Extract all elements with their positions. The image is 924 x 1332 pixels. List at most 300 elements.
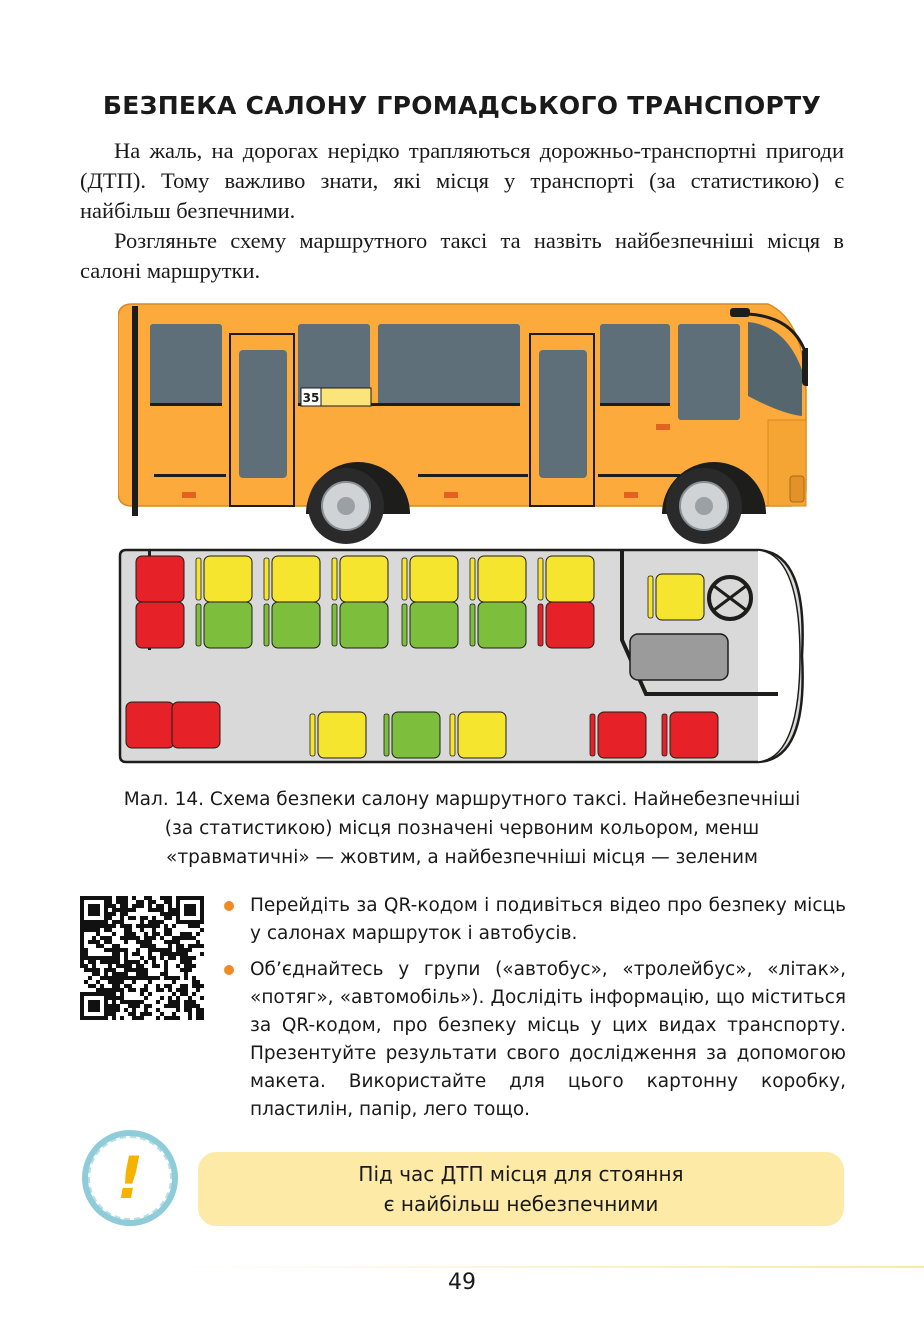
- qr-module: [128, 924, 132, 928]
- qr-module: [108, 968, 112, 972]
- qr-module: [100, 988, 104, 992]
- qr-module: [144, 960, 148, 964]
- qr-module: [180, 956, 184, 960]
- qr-module: [140, 920, 144, 924]
- qr-module: [196, 932, 200, 936]
- qr-module: [116, 960, 120, 964]
- caption-line: Мал. 14. Схема безпеки салону маршрутного таксі. Найнебезпечніші: [123, 789, 801, 810]
- intro-paragraph: На жаль, на дорогах нерідко трапляються дорожньо-транспортні пригоди (ДТП). Тому важливо знати, які місця у транспорті (за статистикою) є найбільш безпечними.: [80, 138, 844, 223]
- qr-module: [140, 1016, 144, 1020]
- qr-module: [80, 948, 84, 952]
- qr-module: [184, 948, 188, 952]
- attention-icon: [82, 1130, 178, 1226]
- qr-module: [172, 940, 176, 944]
- qr-module: [184, 992, 188, 996]
- qr-module: [92, 964, 96, 968]
- qr-module: [92, 928, 96, 932]
- qr-module: [120, 912, 124, 916]
- qr-module: [140, 964, 144, 968]
- qr-module: [152, 948, 156, 952]
- qr-module: [196, 924, 200, 928]
- seat-backrest: [310, 714, 315, 756]
- qr-module: [108, 924, 112, 928]
- qr-module: [92, 924, 96, 928]
- qr-module: [128, 988, 132, 992]
- qr-module: [136, 904, 140, 908]
- qr-module: [112, 904, 116, 908]
- qr-module: [124, 960, 128, 964]
- qr-module: [140, 968, 144, 972]
- qr-module: [124, 984, 128, 988]
- qr-module: [184, 952, 188, 956]
- seat-dangerous: [126, 702, 174, 748]
- qr-module: [172, 936, 176, 940]
- qr-module: [116, 1004, 120, 1008]
- seat-medium: [318, 712, 366, 758]
- qr-module: [184, 960, 188, 964]
- qr-module: [148, 940, 152, 944]
- qr-module: [112, 920, 116, 924]
- qr-module: [160, 896, 164, 900]
- qr-module: [144, 932, 148, 936]
- qr-module: [176, 996, 180, 1000]
- qr-module: [108, 904, 112, 908]
- qr-module: [164, 916, 168, 920]
- seat-backrest: [402, 604, 407, 646]
- qr-module: [124, 956, 128, 960]
- seat-backrest: [264, 604, 269, 646]
- qr-module: [168, 932, 172, 936]
- qr-module: [176, 1008, 180, 1012]
- qr-module: [148, 936, 152, 940]
- qr-module: [80, 924, 84, 928]
- qr-module: [176, 1016, 180, 1020]
- figure-caption: [60, 785, 864, 872]
- qr-module: [84, 980, 88, 984]
- qr-module: [188, 932, 192, 936]
- qr-module: [164, 928, 168, 932]
- qr-module: [108, 992, 112, 996]
- qr-module: [188, 936, 192, 940]
- qr-module: [144, 924, 148, 928]
- seat-backrest: [538, 558, 543, 600]
- qr-module: [96, 940, 100, 944]
- qr-module: [172, 908, 176, 912]
- qr-module: [116, 952, 120, 956]
- qr-module: [140, 940, 144, 944]
- qr-module: [112, 1004, 116, 1008]
- qr-module: [120, 908, 124, 912]
- qr-module: [104, 924, 108, 928]
- qr-module: [180, 936, 184, 940]
- qr-module: [164, 912, 168, 916]
- task-text: Об’єднайтесь у групи («автобус», «тролейбус», «літак», «потяг», «автомобіль»). Дослідіть інформацію, що міститься за QR-кодом, про безпеку місць у цих видах транспорту. Презентуйте результати свого дослідження за допомогою макета. Використайте для цього картонну коробку, пластилін, папір, лего тощо.: [250, 959, 846, 1120]
- qr-module: [128, 984, 132, 988]
- qr-module: [136, 952, 140, 956]
- qr-module: [92, 972, 96, 976]
- seat-backrest: [470, 604, 475, 646]
- qr-module: [160, 904, 164, 908]
- qr-module: [96, 980, 100, 984]
- note-line: є найбільш небезпечними: [383, 1192, 659, 1216]
- qr-module: [84, 948, 88, 952]
- qr-module: [148, 904, 152, 908]
- qr-module: [132, 1008, 136, 1012]
- qr-module: [176, 976, 180, 980]
- qr-module: [108, 940, 112, 944]
- qr-module: [144, 1012, 148, 1016]
- qr-module: [88, 940, 92, 944]
- qr-module: [136, 1000, 140, 1004]
- qr-module: [92, 984, 96, 988]
- qr-module: [164, 960, 168, 964]
- qr-module: [196, 1004, 200, 1008]
- qr-module: [148, 952, 152, 956]
- qr-module: [180, 968, 184, 972]
- qr-module: [80, 956, 84, 960]
- qr-module: [196, 1016, 200, 1020]
- qr-module: [80, 952, 84, 956]
- qr-module: [120, 972, 124, 976]
- qr-module: [112, 1016, 116, 1020]
- qr-module: [124, 964, 128, 968]
- qr-module: [184, 956, 188, 960]
- qr-module: [92, 940, 96, 944]
- qr-module: [92, 960, 96, 964]
- qr-module: [172, 992, 176, 996]
- qr-module: [200, 952, 204, 956]
- qr-module: [172, 924, 176, 928]
- seat-dangerous: [172, 702, 220, 748]
- qr-module: [136, 900, 140, 904]
- qr-module: [176, 940, 180, 944]
- qr-module: [188, 1016, 192, 1020]
- seat-backrest: [662, 714, 667, 756]
- qr-module: [104, 960, 108, 964]
- qr-module: [128, 964, 132, 968]
- qr-module: [112, 980, 116, 984]
- qr-module: [128, 1004, 132, 1008]
- qr-module: [180, 952, 184, 956]
- qr-module: [144, 896, 148, 900]
- route-number: 35: [302, 391, 320, 405]
- qr-module: [188, 996, 192, 1000]
- qr-module: [120, 904, 124, 908]
- qr-module: [184, 988, 188, 992]
- seat-medium: [204, 556, 252, 602]
- qr-module: [184, 972, 188, 976]
- qr-module: [144, 988, 148, 992]
- qr-module: [104, 972, 108, 976]
- bullet-icon: [224, 965, 234, 975]
- qr-module: [92, 936, 96, 940]
- qr-module: [188, 924, 192, 928]
- page-title: БЕЗПЕКА САЛОНУ ГРОМАДСЬКОГО ТРАНСПОРТУ: [102, 90, 822, 120]
- qr-module: [116, 976, 120, 980]
- qr-module: [140, 924, 144, 928]
- qr-module: [88, 976, 92, 980]
- qr-module: [144, 972, 148, 976]
- qr-module: [132, 932, 136, 936]
- seat-safe: [392, 712, 440, 758]
- qr-module: [136, 968, 140, 972]
- qr-module: [136, 972, 140, 976]
- qr-module: [168, 900, 172, 904]
- qr-module: [152, 960, 156, 964]
- qr-module: [136, 960, 140, 964]
- qr-module: [172, 1004, 176, 1008]
- qr-module: [128, 916, 132, 920]
- qr-module: [136, 948, 140, 952]
- qr-module: [136, 976, 140, 980]
- exclamation-icon: !: [88, 1136, 172, 1220]
- seat-medium: [656, 574, 704, 620]
- qr-module: [136, 936, 140, 940]
- bus-side-view: [118, 304, 808, 544]
- qr-module: [124, 896, 128, 900]
- qr-module: [164, 952, 168, 956]
- qr-module: [124, 908, 128, 912]
- qr-module: [172, 980, 176, 984]
- seat-medium: [458, 712, 506, 758]
- qr-module: [96, 956, 100, 960]
- qr-module: [148, 900, 152, 904]
- qr-module: [152, 916, 156, 920]
- qr-module: [112, 1008, 116, 1012]
- qr-finder: [88, 1000, 100, 1012]
- qr-module: [128, 1012, 132, 1016]
- qr-module: [200, 944, 204, 948]
- qr-module: [184, 984, 188, 988]
- qr-module: [160, 908, 164, 912]
- qr-module: [108, 1004, 112, 1008]
- qr-module: [88, 960, 92, 964]
- qr-module: [184, 1000, 188, 1004]
- footer-divider: [180, 1266, 924, 1268]
- qr-module: [124, 900, 128, 904]
- qr-module: [124, 948, 128, 952]
- qr-module: [156, 920, 160, 924]
- qr-module: [148, 908, 152, 912]
- seat-medium: [478, 556, 526, 602]
- qr-module: [136, 1004, 140, 1008]
- qr-module: [164, 1004, 168, 1008]
- qr-module: [80, 932, 84, 936]
- qr-module: [188, 1000, 192, 1004]
- qr-module: [124, 936, 128, 940]
- qr-module: [84, 956, 88, 960]
- qr-module: [180, 984, 184, 988]
- qr-module: [112, 908, 116, 912]
- qr-module: [168, 908, 172, 912]
- qr-module: [144, 944, 148, 948]
- qr-module: [184, 1004, 188, 1008]
- qr-module: [108, 916, 112, 920]
- qr-module: [140, 928, 144, 932]
- qr-module: [140, 904, 144, 908]
- qr-module: [80, 960, 84, 964]
- qr-module: [168, 948, 172, 952]
- qr-module: [116, 980, 120, 984]
- qr-module: [108, 896, 112, 900]
- qr-module: [148, 924, 152, 928]
- qr-module: [152, 976, 156, 980]
- qr-module: [88, 984, 92, 988]
- qr-module: [144, 976, 148, 980]
- qr-module: [80, 936, 84, 940]
- qr-module: [176, 936, 180, 940]
- qr-module: [196, 980, 200, 984]
- qr-module: [112, 932, 116, 936]
- qr-module: [196, 1008, 200, 1012]
- qr-module: [168, 956, 172, 960]
- qr-module: [168, 940, 172, 944]
- qr-module: [104, 988, 108, 992]
- qr-module: [152, 932, 156, 936]
- qr-module: [88, 928, 92, 932]
- qr-module: [136, 924, 140, 928]
- qr-module: [164, 976, 168, 980]
- intro-text: [80, 136, 844, 286]
- qr-module: [100, 976, 104, 980]
- qr-module: [128, 932, 132, 936]
- seat-dangerous: [670, 712, 718, 758]
- qr-module: [156, 988, 160, 992]
- seat-backrest: [196, 558, 201, 600]
- qr-module: [112, 912, 116, 916]
- qr-module: [184, 936, 188, 940]
- qr-module: [164, 984, 168, 988]
- qr-module: [156, 932, 160, 936]
- qr-module: [132, 1016, 136, 1020]
- qr-module: [188, 1012, 192, 1016]
- qr-module: [108, 964, 112, 968]
- qr-module: [172, 1000, 176, 1004]
- qr-module: [176, 988, 180, 992]
- seat-backrest: [648, 576, 653, 618]
- qr-module: [108, 912, 112, 916]
- seat-backrest: [538, 604, 543, 646]
- qr-module: [168, 916, 172, 920]
- qr-module: [108, 928, 112, 932]
- qr-module: [132, 908, 136, 912]
- qr-module: [132, 1004, 136, 1008]
- qr-finder: [184, 904, 196, 916]
- qr-module: [196, 944, 200, 948]
- seat-dangerous: [598, 712, 646, 758]
- task-list: [224, 892, 846, 1132]
- qr-module: [84, 968, 88, 972]
- qr-module: [80, 964, 84, 968]
- qr-module: [196, 988, 200, 992]
- qr-module: [168, 996, 172, 1000]
- qr-module: [164, 964, 168, 968]
- qr-module: [144, 1008, 148, 1012]
- qr-module: [100, 944, 104, 948]
- qr-module: [160, 948, 164, 952]
- qr-module: [112, 1000, 116, 1004]
- qr-module: [160, 920, 164, 924]
- qr-module: [120, 936, 124, 940]
- qr-module: [100, 956, 104, 960]
- qr-module: [192, 964, 196, 968]
- bus-figure: [118, 300, 808, 766]
- qr-module: [120, 976, 124, 980]
- qr-code-icon[interactable]: [80, 896, 204, 1020]
- qr-module: [108, 900, 112, 904]
- qr-module: [80, 940, 84, 944]
- qr-module: [168, 1004, 172, 1008]
- qr-module: [152, 956, 156, 960]
- qr-module: [112, 984, 116, 988]
- qr-module: [112, 968, 116, 972]
- qr-module: [156, 924, 160, 928]
- qr-module: [172, 952, 176, 956]
- qr-module: [112, 960, 116, 964]
- qr-module: [120, 988, 124, 992]
- qr-module: [112, 944, 116, 948]
- qr-module: [128, 928, 132, 932]
- qr-module: [140, 992, 144, 996]
- qr-module: [120, 964, 124, 968]
- qr-module: [184, 964, 188, 968]
- qr-module: [148, 980, 152, 984]
- qr-module: [152, 964, 156, 968]
- qr-module: [140, 988, 144, 992]
- qr-module: [128, 976, 132, 980]
- qr-module: [160, 952, 164, 956]
- qr-module: [116, 1008, 120, 1012]
- qr-module: [84, 952, 88, 956]
- qr-module: [192, 944, 196, 948]
- qr-module: [140, 1012, 144, 1016]
- qr-module: [120, 916, 124, 920]
- qr-module: [192, 984, 196, 988]
- qr-module: [124, 976, 128, 980]
- qr-module: [108, 956, 112, 960]
- qr-module: [116, 996, 120, 1000]
- qr-module: [188, 1004, 192, 1008]
- qr-module: [140, 900, 144, 904]
- qr-module: [200, 1012, 204, 1016]
- qr-module: [112, 988, 116, 992]
- qr-module: [156, 908, 160, 912]
- qr-module: [120, 924, 124, 928]
- qr-module: [108, 948, 112, 952]
- seat-dangerous: [546, 602, 594, 648]
- qr-module: [172, 976, 176, 980]
- qr-module: [168, 952, 172, 956]
- qr-module: [200, 1008, 204, 1012]
- qr-module: [132, 968, 136, 972]
- qr-module: [112, 948, 116, 952]
- seat-backrest: [590, 714, 595, 756]
- qr-module: [192, 976, 196, 980]
- qr-module: [104, 928, 108, 932]
- qr-module: [128, 908, 132, 912]
- qr-module: [116, 900, 120, 904]
- qr-module: [148, 956, 152, 960]
- qr-module: [156, 948, 160, 952]
- qr-module: [96, 944, 100, 948]
- qr-module: [140, 916, 144, 920]
- qr-module: [152, 920, 156, 924]
- seat-safe: [478, 602, 526, 648]
- qr-module: [120, 900, 124, 904]
- qr-module: [148, 896, 152, 900]
- qr-module: [124, 940, 128, 944]
- qr-module: [164, 1016, 168, 1020]
